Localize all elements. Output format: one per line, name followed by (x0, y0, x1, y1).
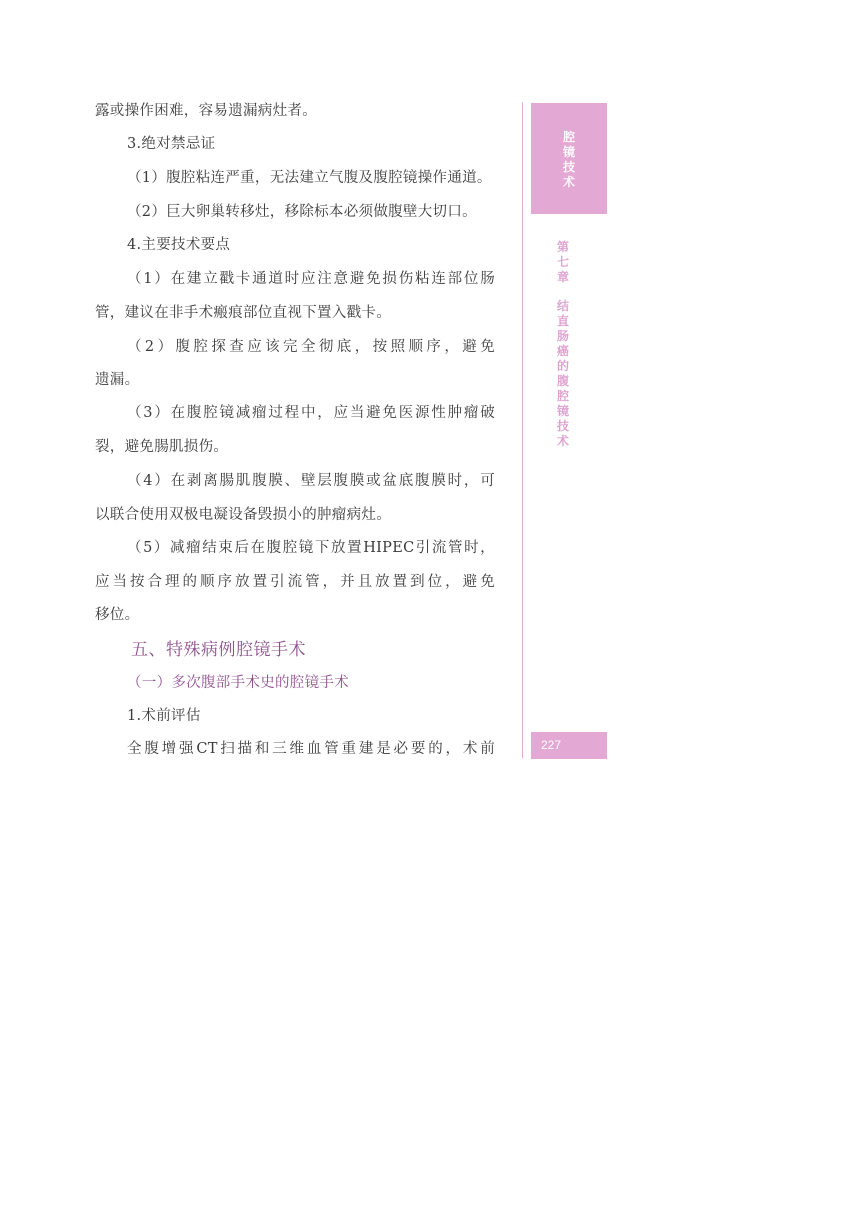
text-line: 裂，避免腸肌损伤。 (95, 439, 229, 455)
text-line: 遗漏。 (95, 372, 140, 388)
text-line: 应当按合理的顺序放置引流管，并且放置到位，避免 (95, 574, 495, 590)
text-line: 移位。 (95, 607, 140, 623)
text-line: 管，建议在非手术瘢痕部位直视下置入戳卡。 (95, 305, 391, 321)
text-line: 以联合使用双极电凝设备毁损小的肿瘤病灶。 (95, 507, 391, 523)
section-heading: 五、特殊病例腔镜手术 (131, 640, 306, 659)
chapter-number: 第 七 章 (556, 240, 569, 284)
text-line: 露或操作困难，容易遗漏病灶者。 (95, 103, 317, 119)
text-line: （2）腹腔探查应该完全彻底，按照顺序，避免 (127, 339, 495, 355)
text-line: （3）在腹腔镜减瘤过程中，应当避免医源性肿瘤破 (127, 405, 495, 421)
text-line: （1）腹腔粘连严重，无法建立气腹及腹腔镜操作通道。 (127, 170, 492, 186)
text-line: 4.主要技术要点 (127, 237, 231, 253)
text-line: （4）在剥离腸肌腹膜、壁层腹膜或盆底腹膜时，可 (127, 473, 495, 489)
side-tab-label: 腔 镜 技 术 (562, 130, 575, 189)
text-line: （1）在建立戳卡通道时应注意避免损伤粘连部位肠 (127, 271, 495, 287)
chapter-tab (531, 240, 595, 449)
text-line: （5）减瘤结束后在腹腔镜下放置HIPEC引流管时， (127, 540, 495, 556)
chapter-title: 结 直 肠 癌 的 腹 腔 镜 技 术 (556, 299, 569, 448)
page-number: 227 (531, 732, 607, 759)
text-line: 全腹增强CT扫描和三维血管重建是必要的，术前 (127, 741, 495, 757)
text-line: 1.术前评估 (127, 708, 201, 724)
side-tab (531, 103, 607, 214)
text-line: 3.绝对禁忌证 (127, 136, 216, 152)
text-line: （2）巨大卵巢转移灶，移除标本必须做腹壁大切口。 (127, 204, 477, 220)
margin-divider (522, 102, 523, 758)
subsection-heading: （一）多次腹部手术史的腔镜手术 (127, 675, 349, 691)
